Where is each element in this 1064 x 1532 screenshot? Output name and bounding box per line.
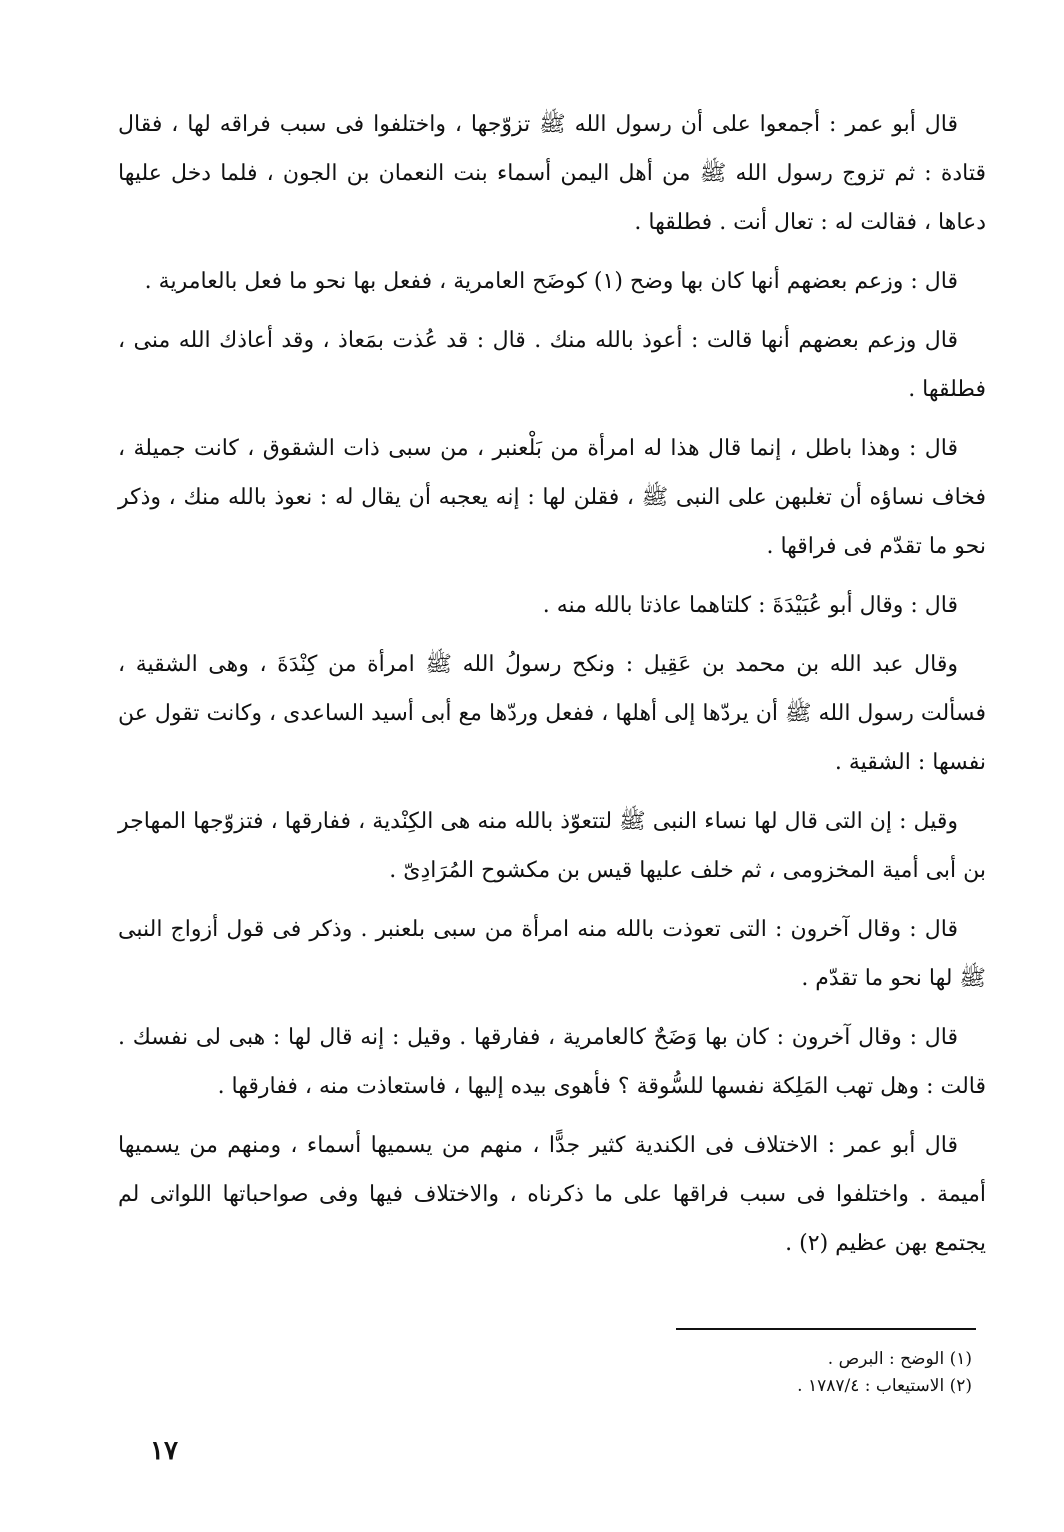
footnote-2: (٢) الاستيعاب : ١٧٨٧/٤ . bbox=[797, 1376, 972, 1396]
paragraph-8: قال : وقال آخرون : التى تعوذت بالله منه امرأة من سبى بلعنبر . وذكر فى قول أزواج النبى ﷺ لها نحو ما تقدّم . bbox=[118, 917, 986, 991]
paragraph-5: قال : وقال أبو عُبَيْدَةَ : كلتاهما عاذتا بالله منه . bbox=[542, 593, 958, 618]
paragraph-6: وقال عبد الله بن محمد بن عَقِيل : ونكح رسولُ الله ﷺ امرأة من كِنْدَةَ ، وهى الشقية ، فسألت رسول الله ﷺ أن يردّها إلى أهلها ، ففعل وردّها مع أبى أسيد الساعدى ، وكانت تقول عن نفسها : الشقية . bbox=[118, 652, 986, 775]
paragraph-9: قال : وقال آخرون : كان بها وَضَحٌ كالعامرية ، ففارقها . وقيل : إنه قال لها : هبى لى نفسك . قالت : وهل تهب المَلِكة نفسها للسُّوقة ؟ فأهوى بيده إليها ، فاستعاذت منه ، ففارقها . bbox=[118, 1025, 986, 1099]
paragraph-10: قال أبو عمر : الاختلاف فى الكندية كثير جدًّا ، منهم من يسميها أسماء ، ومنهم من يسميها أميمة . واختلفوا فى سبب فراقها على ما ذكرناه ، والاختلاف فيها وفى صواحباتها اللواتى لم يجتمع بهن عظيم (٢) . bbox=[118, 1133, 986, 1256]
footnote-divider bbox=[676, 1328, 976, 1330]
footnote-1: (١) الوضح : البرص . bbox=[827, 1349, 972, 1369]
page-number: ١٧ bbox=[150, 1436, 178, 1466]
paragraph-7: وقيل : إن التى قال لها نساء النبى ﷺ لتتعوّذ بالله منه هى الكِنْدية ، ففارقها ، فتزوّجها المهاجر بن أبى أمية المخزومى ، ثم خلف عليها قيس بن مكشوح المُرَادِىّ . bbox=[118, 809, 986, 883]
paragraph-1: قال أبو عمر : أجمعوا على أن رسول الله ﷺ تزوّجها ، واختلفوا فى سبب فراقه لها ، فقال قتادة : ثم تزوج رسول الله ﷺ من أهل اليمن أسماء بنت النعمان بن الجون ، فلما دخل عليها دعاها ، فقالت له : تعال أنت . فطلقها . bbox=[118, 112, 986, 235]
paragraph-3: قال وزعم بعضهم أنها قالت : أعوذ بالله منك . قال : قد عُذت بمَعاذ ، وقد أعاذك الله منى ، فطلقها . bbox=[118, 328, 986, 402]
paragraph-4: قال : وهذا باطل ، إنما قال هذا له امرأة من بَلْعنبر ، من سبى ذات الشقوق ، كانت جميلة ، فخاف نساؤه أن تغلبهن على النبى ﷺ ، فقلن لها : إنه يعجبه أن يقال له : نعوذ بالله منك ، وذكر نحو ما تقدّم فى فراقها . bbox=[118, 436, 986, 559]
main-text bbox=[118, 100, 986, 1278]
paragraph-2: قال : وزعم بعضهم أنها كان بها وضح (١) كوضَح العامرية ، ففعل بها نحو ما فعل بالعامرية . bbox=[144, 269, 958, 294]
footnotes bbox=[676, 1346, 972, 1400]
